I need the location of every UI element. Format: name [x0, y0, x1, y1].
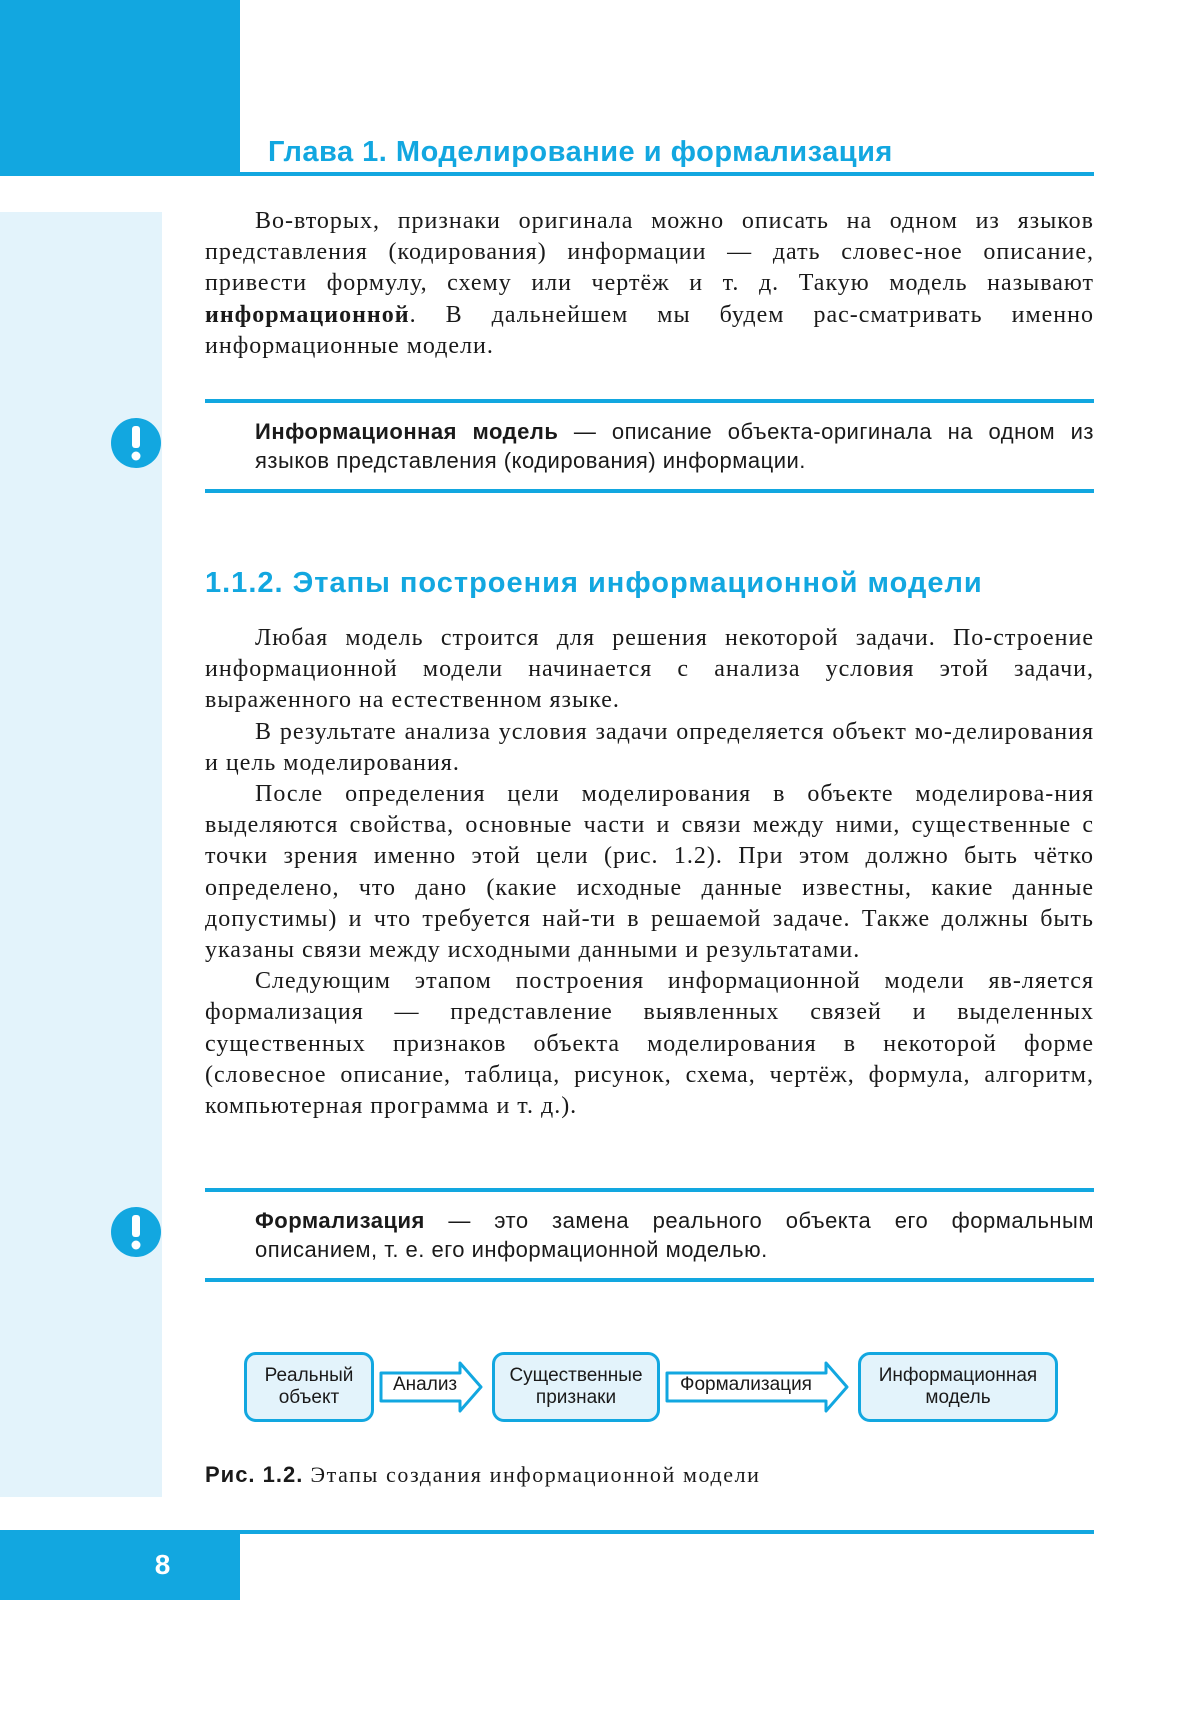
- node-label: признаки: [535, 1387, 617, 1408]
- node-label: модель: [925, 1387, 991, 1408]
- figure-caption-text: Этапы создания информационной модели: [310, 1462, 761, 1487]
- page-number: 8: [154, 1549, 171, 1580]
- definition-body: — описание объекта-оригинала на одном из языков представления (кодирования) информации.: [255, 419, 1095, 473]
- paragraph: После определения цели моделирования в объекте моделирова-ния выделяются свойства, основные части и связи между ними, существенные с точки зрения именно этой цели (рис. 1.2). При этом должно быть чётко определено, что дано (какие исходные данные известны, какие данные допустимы) и что требуется най-ти в решаемой задаче. Также должны быть указаны связи между исходными данными и результатами.: [205, 781, 1094, 964]
- definition-box-information-model: [205, 399, 1094, 493]
- definition-term: Формализация: [255, 1208, 425, 1233]
- definition-box-formalization: [205, 1188, 1094, 1282]
- margin-band: [0, 212, 162, 1497]
- header-divider: [240, 172, 1094, 176]
- definition-text: [205, 1206, 1094, 1264]
- diagram-node-real-object: [244, 1352, 374, 1422]
- paragraph: Любая модель строится для решения некоторой задачи. По-строение информационной модели начинается с анализа условия этой задачи, выраженного на естественном языке.: [205, 625, 1094, 714]
- arrow-label-analysis: Анализ: [393, 1374, 458, 1395]
- exclamation-circle-icon: [111, 418, 161, 468]
- intro-text-1: Во-вторых, признаки оригинала можно описать на одном из языков представления (кодирования) информации — дать словес-ное описание, привести формулу, схему или чертёж и т. д. Такую модель называют: [205, 208, 1094, 297]
- exclamation-circle-icon: [111, 1207, 161, 1257]
- intro-paragraph: [205, 206, 1094, 362]
- node-label: Реальный: [264, 1365, 354, 1386]
- section-body: [205, 623, 1094, 1122]
- definition-term: Информационная модель: [255, 419, 559, 444]
- paragraph: В результате анализа условия задачи определяется объект мо-делирования и цель моделирования.: [205, 718, 1094, 776]
- intro-emphasis: информационной: [205, 301, 410, 328]
- process-diagram: [240, 1352, 1070, 1426]
- node-label: Информационная: [878, 1365, 1038, 1386]
- definition-body: — это замена реального объекта его формальным описанием, т. е. его информационной моделью.: [255, 1208, 1094, 1262]
- diagram-node-essential-features: [492, 1352, 660, 1422]
- footer-divider: [240, 1530, 1094, 1534]
- node-label: Существенные: [509, 1365, 643, 1386]
- diagram-node-information-model: [858, 1352, 1058, 1422]
- intro-text-2: . В дальнейшем мы будем рас-сматривать именно информационные модели.: [205, 301, 1094, 359]
- definition-text: [205, 417, 1094, 475]
- header-corner-block: [0, 0, 240, 176]
- figure-caption: [205, 1462, 761, 1488]
- section-title: 1.1.2. Этапы построения информационной модели: [205, 567, 983, 599]
- figure-label: Рис. 1.2.: [205, 1462, 304, 1487]
- arrow-label-formalization: Формализация: [680, 1374, 812, 1395]
- paragraph: Следующим этапом построения информационной модели яв-ляется формализация — представление выявленных связей и выделенных существенных признаков объекта моделирования в некоторой форме (словесное описание, таблица, рисунок, схема, чертёж, формула, алгоритм, компьютерная программа и т. д.).: [205, 968, 1094, 1120]
- node-label: объект: [278, 1387, 340, 1408]
- chapter-title: Глава 1. Моделирование и формализация: [268, 136, 893, 168]
